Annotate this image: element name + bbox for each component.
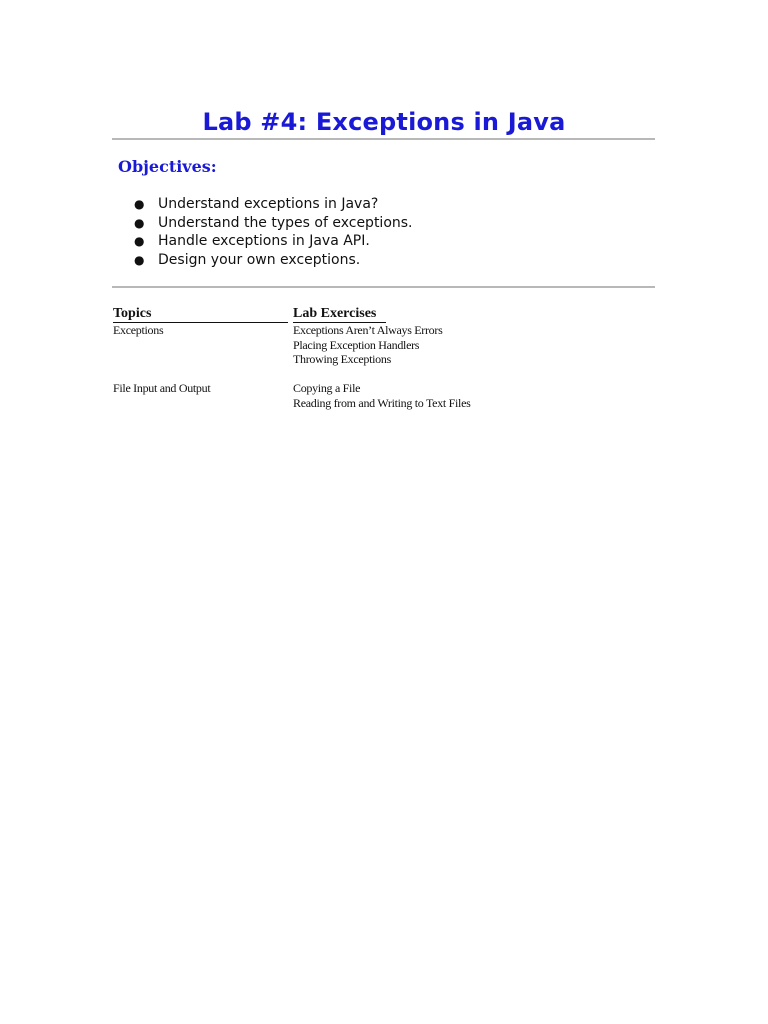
objective-text: Design your own exceptions. [158, 251, 361, 268]
objective-item [128, 214, 413, 233]
objective-item [128, 232, 413, 251]
exercise-cell: Reading from and Writing to Text Files [293, 396, 471, 410]
bullet-icon: ● [134, 234, 145, 248]
topics-column-header: Topics [113, 306, 288, 323]
section-divider [112, 286, 655, 288]
objective-text: Understand the types of exceptions. [158, 214, 413, 231]
page-title: Lab #4: Exceptions in Java [202, 108, 566, 136]
bullet-icon: ● [134, 215, 145, 230]
objective-text: Handle exceptions in Java API. [158, 233, 370, 249]
lab-exercises-column-header: Lab Exercises [293, 306, 386, 323]
objective-text: Understand exceptions in Java? [158, 196, 379, 212]
topic-cell: Exceptions [113, 323, 164, 337]
objective-item [128, 195, 413, 214]
title-divider [112, 138, 655, 140]
objectives-heading: Objectives: [118, 157, 217, 176]
exercise-cell: Placing Exception Handlers [293, 337, 420, 352]
exercise-cell: Exceptions Aren’t Always Errors [293, 323, 443, 337]
objectives-list [128, 195, 413, 269]
exercise-cell: Copying a File [293, 381, 361, 396]
bullet-icon: ● [134, 252, 145, 267]
exercise-cell: Throwing Exceptions [293, 352, 391, 367]
objective-item [128, 251, 413, 270]
bullet-icon: ● [134, 197, 145, 211]
topic-cell: File Input and Output [113, 381, 211, 396]
